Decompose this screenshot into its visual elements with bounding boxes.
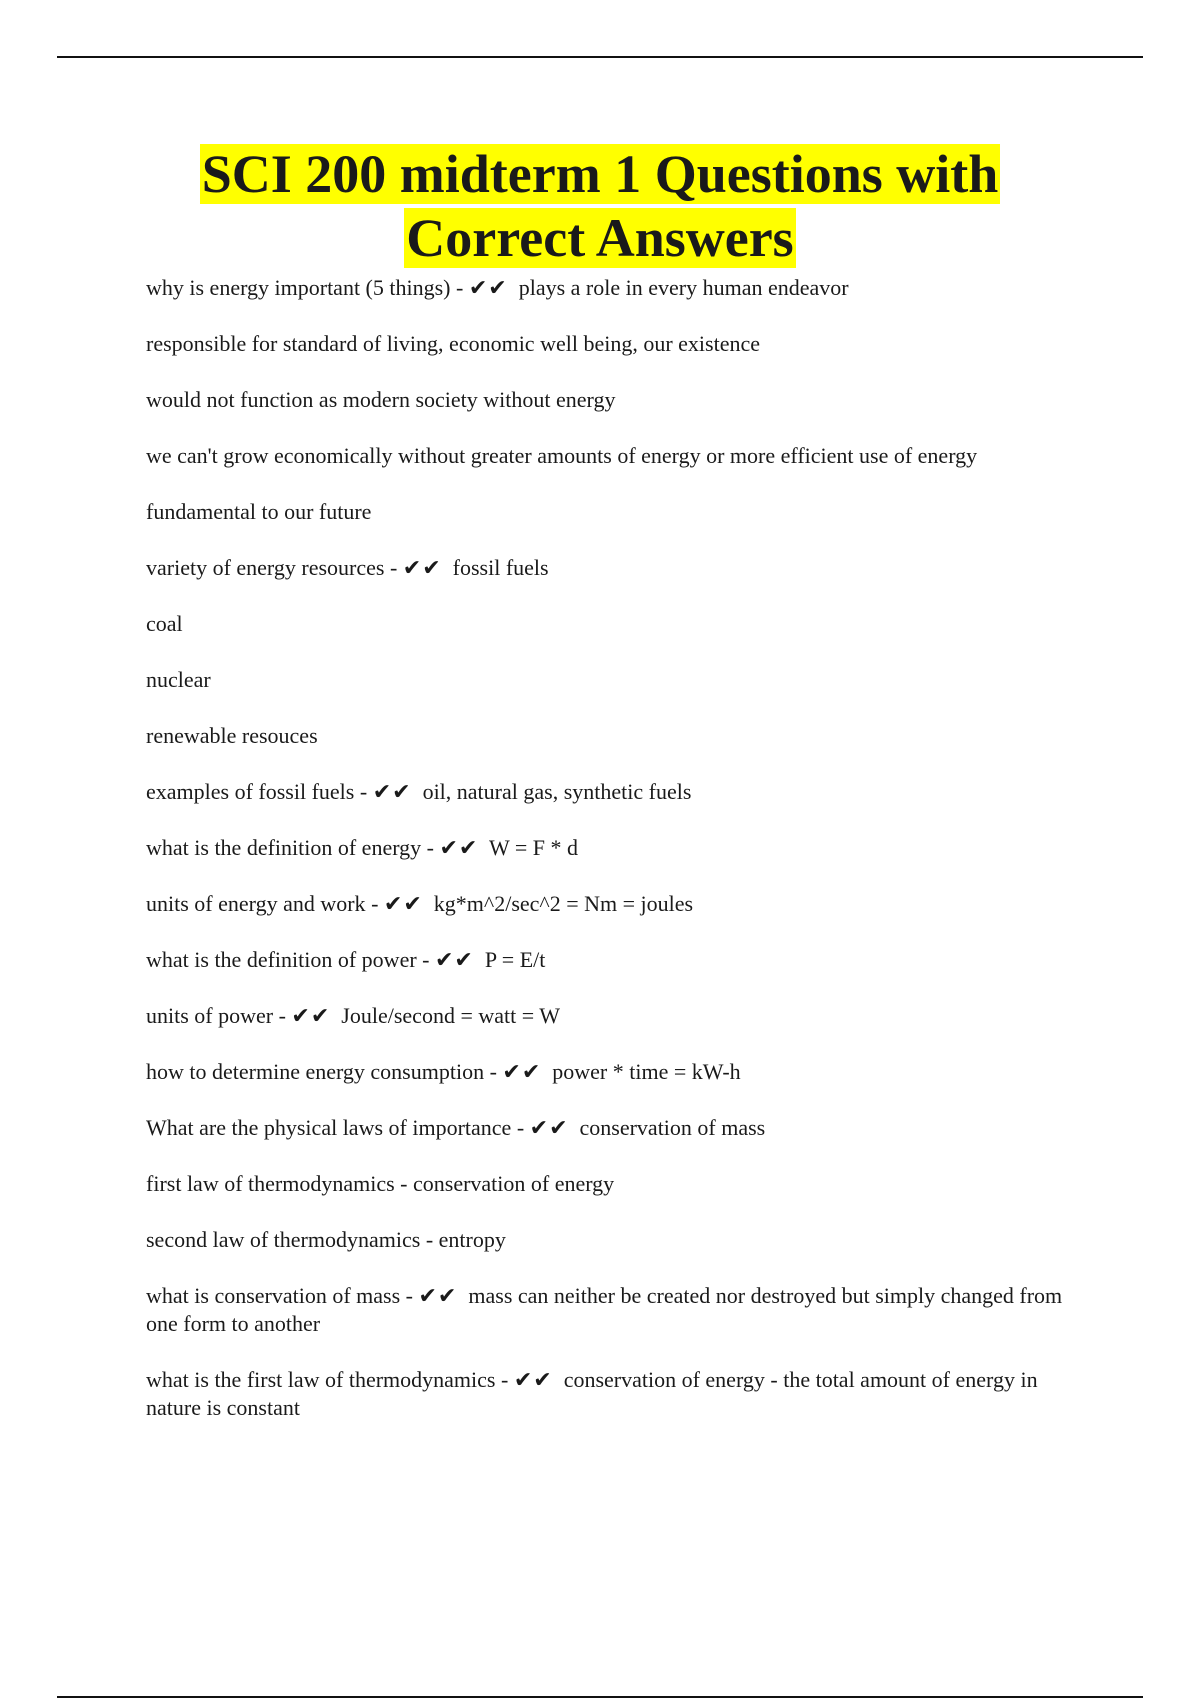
answer-text: mass can neither be created nor destroyed but simply changed from one form to another [146,1283,1063,1336]
answer-line: renewable resouces [146,723,318,748]
qa-item [146,274,1071,302]
question-text: what is the definition of energy [146,835,422,860]
answer-text: Joule/second = watt = W [341,1003,560,1028]
answer-text: plays a role in every human endeavor [518,275,849,300]
answer-line: responsible for standard of living, economic well being, our existence [146,331,760,356]
answer-line: nuclear [146,667,211,692]
answer-line: we can't grow economically without greater amounts of energy or more efficient use of energy [146,443,978,468]
answer-text: fossil fuels [452,555,549,580]
question-text: examples of fossil fuels [146,779,355,804]
qa-list [146,274,1071,1450]
qa-item [146,1366,1071,1422]
separator: - [354,779,373,804]
qa-item [146,1002,1071,1030]
separator: - [365,891,384,916]
separator: - [384,555,403,580]
check-icon: ✔✔ [529,1115,569,1140]
separator: - [450,275,469,300]
check-icon: ✔✔ [513,1367,553,1392]
answer-text: kg*m^2/sec^2 = Nm = joules [433,891,694,916]
question-text: how to determine energy consumption [146,1059,485,1084]
qa-item [146,1282,1071,1338]
title-line-2: Correct Answers [406,208,794,268]
separator: - [511,1115,530,1140]
title-line-1: SCI 200 midterm 1 Questions with [201,144,999,204]
question-text: what is the first law of thermodynamics [146,1367,496,1392]
answer-line: second law of thermodynamics - entropy [146,1227,506,1252]
separator: - [400,1283,419,1308]
question-text: What are the physical laws of importance [146,1115,512,1140]
separator: - [416,947,435,972]
top-rule [57,56,1143,58]
answer-line: fundamental to our future [146,499,372,524]
check-icon: ✔✔ [372,779,412,804]
answer-text: P = E/t [484,947,546,972]
question-text: variety of energy resources [146,555,385,580]
check-icon: ✔✔ [439,835,479,860]
separator: - [273,1003,292,1028]
check-icon: ✔✔ [291,1003,331,1028]
separator: - [484,1059,503,1084]
question-text: what is conservation of mass [146,1283,401,1308]
check-icon: ✔✔ [468,275,508,300]
qa-item [146,946,1071,974]
answer-line: would not function as modern society without energy [146,387,616,412]
separator: - [421,835,440,860]
question-text: units of power [146,1003,274,1028]
answer-text: conservation of energy - the total amount of energy in nature is constant [146,1367,1038,1420]
answer-text: W = F * d [488,835,578,860]
document-title [0,142,1200,270]
answer-text: conservation of mass [579,1115,766,1140]
qa-item [146,890,1071,918]
qa-item [146,1058,1071,1086]
question-text: what is the definition of power [146,947,417,972]
qa-item [146,1114,1071,1142]
answer-line: first law of thermodynamics - conservation of energy [146,1171,615,1196]
question-text: why is energy important (5 things) [146,275,451,300]
qa-item [146,834,1071,862]
bottom-rule [57,1696,1143,1698]
answer-text: power * time = kW-h [552,1059,741,1084]
qa-item [146,554,1071,582]
check-icon: ✔✔ [435,947,474,972]
separator: - [495,1367,514,1392]
check-icon: ✔✔ [502,1059,542,1084]
check-icon: ✔✔ [383,891,423,916]
check-icon: ✔✔ [418,1283,458,1308]
question-text: units of energy and work [146,891,366,916]
qa-item [146,778,1071,806]
answer-text: oil, natural gas, synthetic fuels [422,779,692,804]
answer-line: coal [146,611,183,636]
check-icon: ✔✔ [402,555,442,580]
